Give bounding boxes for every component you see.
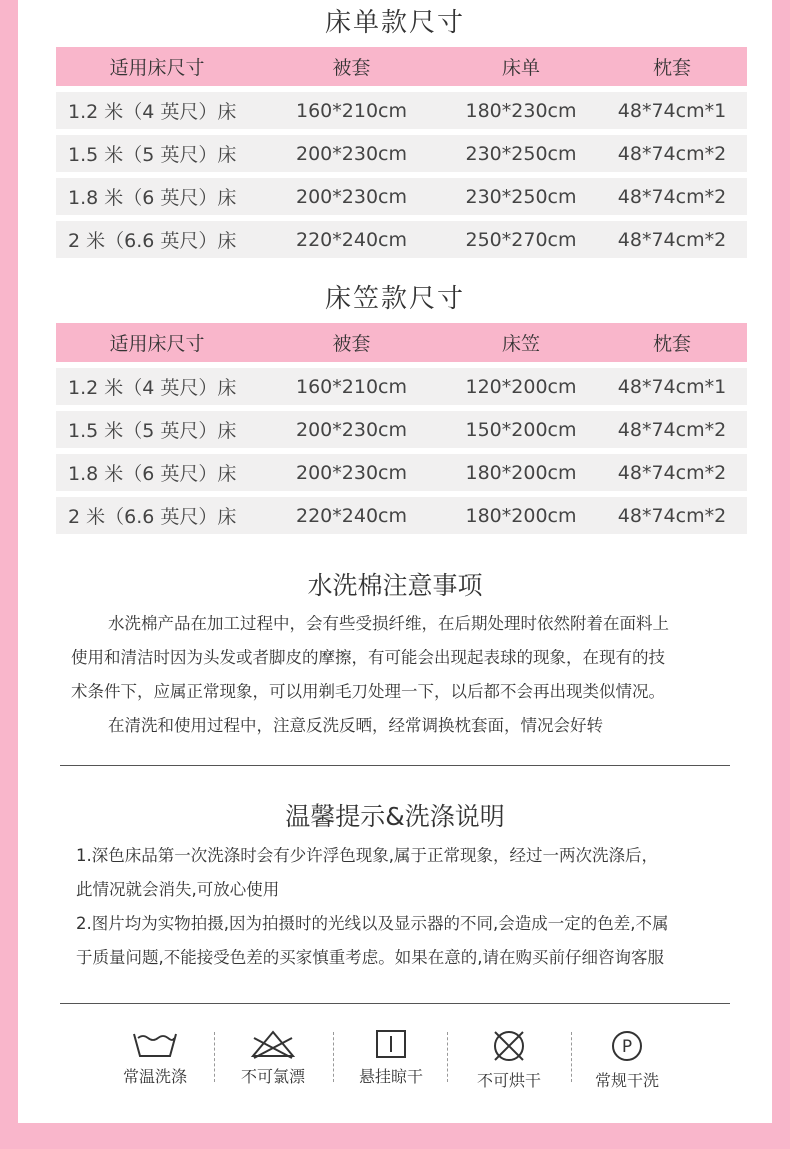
header-pillowcase: 枕套 [597,323,747,362]
care-item [100,1028,210,1087]
cell-pillowcase: 48*74cm*2 [597,135,747,172]
no-bleach-icon [248,1028,298,1060]
cell-duvet: 160*210cm [258,368,445,405]
cell-bed-size: 1.8 米（6 英尺）床 [56,454,258,491]
care-label: 常温洗涤 [122,1067,187,1086]
tips-line: 此情况就会消失,可放心使用 [76,880,280,899]
care-item [218,1028,328,1087]
header-duvet: 被套 [258,47,445,86]
cell-sheet: 180*230cm [445,92,597,129]
cell-bed-size: 1.2 米（4 英尺）床 [56,92,258,129]
cell-pillowcase: 48*74cm*2 [597,411,747,448]
separator [333,1032,334,1082]
care-item [572,1028,682,1091]
fitted-size-title: 床笠款尺寸 [324,284,465,314]
tips-title: 温馨提示&洗涤说明 [285,802,505,831]
cell-duvet: 200*230cm [258,411,445,448]
divider [60,1003,730,1004]
separator [214,1032,215,1082]
care-icons-row [100,1028,700,1098]
cell-pillowcase: 48*74cm*2 [597,221,747,258]
cell-sheet: 250*270cm [445,221,597,258]
notes-title: 水洗棉注意事项 [307,571,483,600]
tips-line: 于质量问题,不能接受色差的买家慎重考虑。如果在意的,请在购买前仔细咨询客服 [76,948,664,967]
svg-text:P: P [621,1037,633,1057]
header-duvet: 被套 [258,323,445,362]
no-tumble-dry-icon [484,1028,534,1064]
notes-line: 水洗棉产品在加工过程中，会有些受损纤维，在后期处理时依然附着在面料上 [108,614,669,633]
header-bed-size: 适用床尺寸 [56,47,258,86]
table-row [56,454,747,491]
cell-bed-size: 1.5 米（5 英尺）床 [56,135,258,172]
care-item [454,1028,564,1091]
cell-bed-size: 1.2 米（4 英尺）床 [56,368,258,405]
header-bed-size: 适用床尺寸 [56,323,258,362]
cell-sheet: 230*250cm [445,178,597,215]
cell-pillowcase: 48*74cm*1 [597,92,747,129]
care-label: 悬挂晾干 [358,1067,423,1086]
table-row [56,178,747,215]
cell-bed-size: 1.8 米（6 英尺）床 [56,178,258,215]
notes-line: 使用和清洁时因为头发或者脚皮的摩擦，有可能会出现起表球的现象，在现有的技 [71,648,665,667]
cell-fitted-sheet: 180*200cm [445,454,597,491]
notes-line: 在清洗和使用过程中，注意反洗反晒，经常调换枕套面，情况会好转 [108,716,603,735]
table-row [56,92,747,129]
cell-duvet: 200*230cm [258,135,445,172]
cell-pillowcase: 48*74cm*2 [597,454,747,491]
care-label: 常规干洗 [594,1071,659,1090]
cell-bed-size: 2 米（6.6 英尺）床 [56,497,258,534]
table-row [56,221,747,258]
notes-line: 术条件下，应属正常现象，可以用剃毛刀处理一下，以后都不会再出现类似情况。 [71,682,665,701]
cell-fitted-sheet: 120*200cm [445,368,597,405]
header-pillowcase: 枕套 [597,47,747,86]
cell-duvet: 200*230cm [258,178,445,215]
fitted-size-table [56,317,747,540]
divider [60,765,730,766]
cell-bed-size: 2 米（6.6 英尺）床 [56,221,258,258]
cell-fitted-sheet: 180*200cm [445,497,597,534]
cell-bed-size: 1.5 米（5 英尺）床 [56,411,258,448]
table-row [56,368,747,405]
cell-duvet: 220*240cm [258,497,445,534]
cell-pillowcase: 48*74cm*2 [597,178,747,215]
care-item [336,1028,446,1087]
care-label: 不可烘干 [476,1071,541,1090]
sheet-size-table [56,41,747,264]
care-label: 不可氯漂 [240,1067,305,1086]
cell-sheet: 230*250cm [445,135,597,172]
cell-duvet: 160*210cm [258,92,445,129]
table-header-row [56,323,747,362]
wash-basin-icon [130,1028,180,1060]
header-fitted-sheet: 床笠 [445,323,597,362]
cell-fitted-sheet: 150*200cm [445,411,597,448]
table-row [56,411,747,448]
table-header-row [56,47,747,86]
tips-line: 2.图片均为实物拍摄,因为拍摄时的光线以及显示器的不同,会造成一定的色差,不属 [76,914,669,933]
hang-dry-icon [366,1028,416,1060]
table-row [56,497,747,534]
cell-pillowcase: 48*74cm*1 [597,368,747,405]
tips-line: 1.深色床品第一次洗涤时会有少许浮色现象,属于正常现象，经过一两次洗涤后， [76,846,658,865]
cell-pillowcase: 48*74cm*2 [597,497,747,534]
table-row [56,135,747,172]
sheet-size-title: 床单款尺寸 [324,8,465,38]
cell-duvet: 220*240cm [258,221,445,258]
separator [447,1032,448,1082]
header-sheet: 床单 [445,47,597,86]
dry-clean-icon [602,1028,652,1064]
cell-duvet: 200*230cm [258,454,445,491]
